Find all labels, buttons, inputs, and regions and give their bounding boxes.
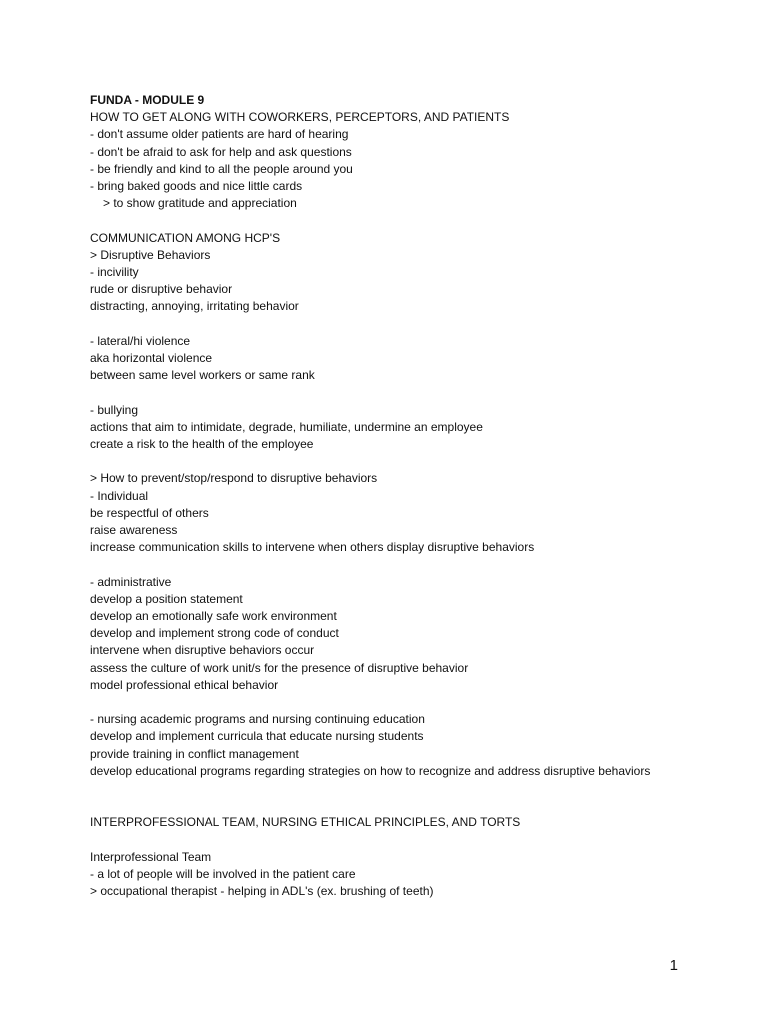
text-line: aka horizontal violence	[90, 351, 213, 366]
text-line: develop and implement strong code of conduct	[90, 626, 339, 641]
section-interprofessional	[90, 814, 730, 900]
page-number: 1	[669, 957, 678, 974]
text-line: model professional ethical behavior	[90, 677, 279, 692]
text-line: - lateral/hi violence	[90, 333, 191, 348]
text-line: > occupational therapist - helping in ADL's (ex. brushing of teeth)	[90, 884, 434, 899]
text-line: develop educational programs regarding strategies on how to recognize and address disruptive behaviors	[90, 763, 651, 778]
section-coworkers	[90, 109, 730, 212]
text-line: develop an emotionally safe work environment	[90, 609, 337, 624]
subheading: Interprofessional Team	[90, 849, 212, 864]
text-line: between same level workers or same rank	[90, 368, 315, 383]
text-line: - Individual	[90, 488, 149, 503]
text-line: > Disruptive Behaviors	[90, 247, 211, 262]
text-line: intervene when disruptive behaviors occur	[90, 643, 315, 658]
text-line: assess the culture of work unit/s for the presence of disruptive behavior	[90, 660, 469, 675]
text-line: raise awareness	[90, 523, 178, 538]
spacer	[90, 832, 730, 849]
bullet-line: - don't be afraid to ask for help and ask questions	[90, 144, 352, 159]
text-line: - a lot of people will be involved in the patient care	[90, 867, 356, 882]
text-line: - administrative	[90, 574, 172, 589]
spacer	[90, 384, 730, 401]
text-line: distracting, annoying, irritating behavior	[90, 299, 299, 314]
text-line: actions that aim to intimidate, degrade, humiliate, undermine an employee	[90, 419, 483, 434]
text-line: > How to prevent/stop/respond to disruptive behaviors	[90, 471, 378, 486]
spacer	[90, 556, 730, 573]
spacer	[90, 453, 730, 470]
text-line: develop and implement curricula that educate nursing students	[90, 729, 424, 744]
text-line: - nursing academic programs and nursing continuing education	[90, 712, 425, 727]
indented-line: > to show gratitude and appreciation	[103, 196, 297, 211]
section-heading: INTERPROFESSIONAL TEAM, NURSING ETHICAL PRINCIPLES, AND TORTS	[90, 815, 521, 830]
section-communication	[90, 230, 730, 780]
section-heading: HOW TO GET ALONG WITH COWORKERS, PERCEPTORS, AND PATIENTS	[90, 110, 510, 125]
text-line: develop a position statement	[90, 591, 243, 606]
text-line: increase communication skills to intervene when others display disruptive behaviors	[90, 540, 535, 555]
text-line: create a risk to the health of the employee	[90, 437, 314, 452]
section-heading: COMMUNICATION AMONG HCP'S	[90, 230, 281, 245]
text-line: provide training in conflict management	[90, 746, 299, 761]
spacer	[90, 212, 730, 229]
spacer	[90, 316, 730, 333]
bullet-line: - bring baked goods and nice little cards	[90, 179, 303, 194]
text-line: - bullying	[90, 402, 139, 417]
spacer	[90, 694, 730, 711]
bullet-line: - be friendly and kind to all the people around you	[90, 161, 353, 176]
text-line: rude or disruptive behavior	[90, 282, 233, 297]
document-body	[90, 92, 730, 900]
bullet-line: - don't assume older patients are hard of hearing	[90, 127, 349, 142]
document-title: FUNDA - MODULE 9	[90, 93, 205, 107]
text-line: - incivility	[90, 265, 139, 280]
text-line: be respectful of others	[90, 505, 209, 520]
spacer	[90, 780, 730, 814]
